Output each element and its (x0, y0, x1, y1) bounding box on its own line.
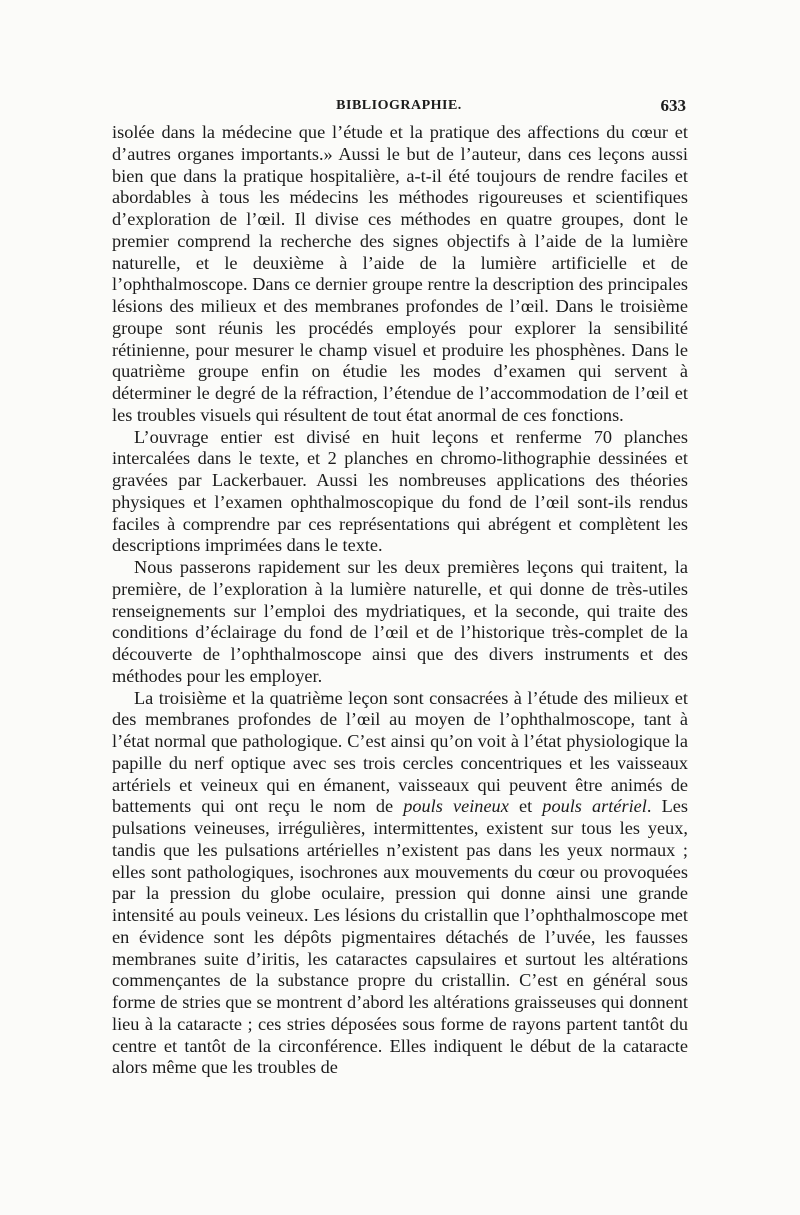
paragraph-lecons: Nous passerons rapidement sur les deux premières leçons qui traitent, la première, de l’exploration à la lumière naturelle, et qui donne de très-utiles renseignements sur l’emploi des mydriatiques, et la seconde, qui traite des conditions d’éclairage du fond de l’œil et de l’historique très-complet de la découverte de l’ophthalmoscope ainsi que des divers instruments et des méthodes pour les employer. (112, 557, 688, 686)
italic-term-pouls-arteriel: pouls artériel (542, 796, 647, 817)
paragraph-text-connector: et (508, 796, 543, 817)
body-text (112, 122, 688, 1079)
paragraph-ouvrage: L’ouvrage entier est divisé en huit leçons et renferme 70 planches intercalées dans le texte, et 2 planches en chromo-lithographie dessinées et gravées par Lackerbauer. Aussi les nombreuses applications des théories physiques et l’examen ophthalmoscopique du fond de l’œil sont-ils rendus faciles à comprendre par ces représentations qui abrégent et complètent les descriptions imprimées dans le texte. (112, 426, 688, 556)
italic-term-pouls-veineux: pouls veineux (403, 796, 509, 817)
page-number: 633 (660, 96, 686, 115)
page-header (112, 96, 686, 120)
running-head: BIBLIOGRAPHIE. (336, 98, 462, 113)
paragraph-continued: isolée dans la médecine que l’étude et la pratique des affections du cœur et d’autres organes importants.» Aussi le but de l’auteur, dans ces leçons aussi bien que dans la pratique hospitalière, a-t-il été toujours de rendre faciles et abordables à tous les médecins les méthodes rigoureuses et scientifiques d’exploration de l’œil. Il divise ces méthodes en quatre groupes, dont le premier comprend la recherche des signes objectifs à l’aide de la lumière naturelle, et le deuxième à l’aide de la lumière artificielle et de l’ophthalmoscope. Dans ce dernier groupe rentre la description des principales lésions des milieux et des membranes profondes de l’œil. Dans le troisième groupe sont réunis les procédés employés pour explorer la sensibilité rétinienne, pour mesurer le champ visuel et produire les phosphènes. Dans le quatrième groupe enfin on étudie les modes d’examen qui servent à déterminer le degré de la réfraction, l’étendue de l’accommodation de l’œil et les troubles visuels qui résultent de tout état anormal de ces fonctions. (112, 122, 688, 425)
paragraph-troisieme (112, 688, 688, 1080)
paragraph-text-end: . Les pulsations veineuses, irrégulières, intermittentes, existent sur tous les yeux, tandis que les pulsations artérielles n’existent pas dans les yeux normaux ; elles sont pathologiques, isochrones aux mouvements du cœur ou provoquées par la pression du globe oculaire, pression qui donne ainsi une grande intensité au pouls veineux. Les lésions du cristallin que l’ophthalmoscope met en évidence sont les dépôts pigmentaires détachés de l’uvée, les fausses membranes suite d’iritis, les cataractes capsulaires et surtout les altérations commençantes de la substance propre du cristallin. C’est en général sous forme de stries que se montrent d’abord les altérations graisseuses qui donnent lieu à la cataracte ; ces stries déposées sous forme de rayons partent tantôt du centre et tantôt de la circonférence. Elles indiquent le début de la cataracte alors même que les troubles de (112, 796, 688, 1078)
paragraph-text-start: La troisième et la quatrième leçon sont consacrées à l’étude des milieux et des membranes profondes de l’œil au moyen de l’ophthalmoscope, tant à l’état normal que pathologique. C’est ainsi qu’on voit à l’état physiologique la papille du nerf optique avec ses trois cercles concentriques et les vaisseaux artériels et veineux qui en émanent, vaisseaux qui peuvent être animés de battements qui ont reçu le nom de (112, 687, 688, 817)
